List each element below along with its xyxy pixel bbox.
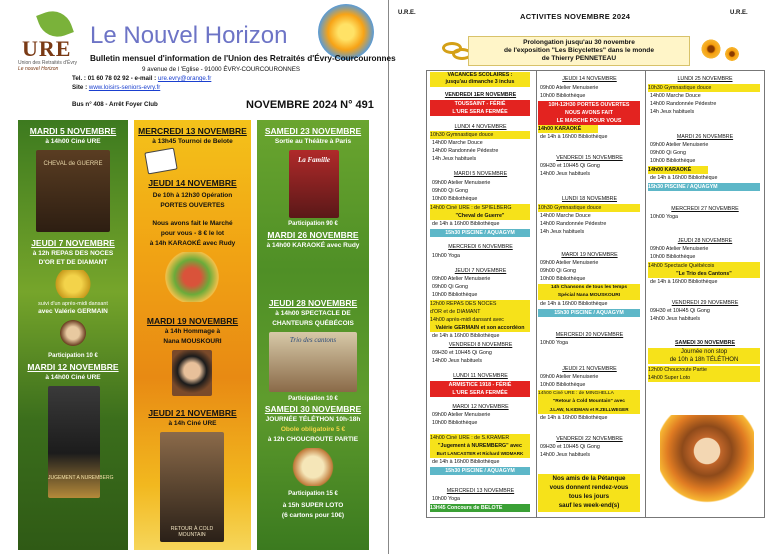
event-line: à 12h CHOUCROUTE PARTIE xyxy=(267,436,359,443)
site-label: Site : xyxy=(72,84,88,91)
day-heading: MARDI 12 NOVEMBRE xyxy=(452,404,509,410)
activity: 09h00 Qi Gong xyxy=(650,150,686,156)
event-line: avec Valérie GERMAIN xyxy=(38,308,108,315)
activity: 14h00 Randonnée Pédestre xyxy=(650,101,717,107)
day-heading: SAMEDI 30 NOVEMBRE xyxy=(674,340,736,346)
activity: 09h00 Qi Gong xyxy=(540,268,576,274)
exhibition-banner xyxy=(468,36,690,66)
event-line: Sortie au Théâtre à Paris xyxy=(274,138,352,145)
event-date: MERCREDI 13 NOVEMBRE xyxy=(138,126,247,136)
telethon-bar: de 10h à 18h TÉLÉTHON xyxy=(648,356,760,364)
activity: de 14h à 16h00 Bibliothèque xyxy=(540,134,608,140)
day-heading: JEUDI 28 NOVEMBRE xyxy=(677,238,733,244)
event-date: SAMEDI 23 NOVEMBRE xyxy=(264,126,362,136)
activity: de 14h à 16h00 Bibliothèque xyxy=(432,333,500,339)
newsletter-title: Le Nouvel Horizon xyxy=(90,22,288,49)
pool-bar: 15h30 PISCINE / AQUAGYM xyxy=(430,229,530,237)
email-link[interactable]: ure.evry@orange.fr xyxy=(157,75,212,82)
logo-subtitle xyxy=(18,60,78,72)
holiday-bar: TOUSSAINT - FÉRIÉ xyxy=(430,100,530,108)
promo-line: de Thierry PENNETEAU xyxy=(541,55,617,62)
autumn-child-illustration xyxy=(660,415,754,505)
event-date: JEUDI 28 NOVEMBRE xyxy=(268,298,358,308)
activity: 10h00 Yoga xyxy=(650,214,678,220)
event-line: pour vous - 8 € le lot xyxy=(160,230,225,237)
activity: 10h00 Yoga xyxy=(540,340,568,346)
film-title: "Cheval de Guerre" xyxy=(430,212,530,220)
poster-title: RETOUR À COLD MOUNTAIN xyxy=(170,526,214,538)
pool-bar: 15h30 PISCINE / AQUAGYM xyxy=(538,309,640,317)
sunflower-icon xyxy=(700,38,722,60)
event-line: D'OR ET DE DIAMANT xyxy=(38,259,108,266)
contact-line xyxy=(72,75,211,82)
activity: 10h30 Gymnastique douce xyxy=(430,131,530,139)
bus-info xyxy=(72,101,158,108)
event-date: JEUDI 14 NOVEMBRE xyxy=(148,178,237,188)
choucroute-plate-image xyxy=(283,448,343,486)
holiday-bar: ARMISTICE 1918 - FÉRIÉ xyxy=(430,381,530,389)
participation: Participation 10 € xyxy=(288,396,338,402)
activity: 14h00 Marche Douce xyxy=(650,93,701,99)
event-line: à 13h45 Tournoi de Belote xyxy=(152,138,233,145)
activities-title: ACTIVITES NOVEMBRE 2024 xyxy=(520,12,631,21)
ure-label-right: U.R.E. xyxy=(730,10,748,16)
edition-number: NOVEMBRE 2024 N° 491 xyxy=(246,99,374,111)
trio-des-cantons-photo xyxy=(269,332,357,392)
market-bar: LE MARCHE POUR VOUS xyxy=(538,117,640,125)
activity: 10h30 Gymnastique douce xyxy=(538,204,640,212)
event-line: à 14h Ciné URE xyxy=(168,420,217,427)
day-heading: VENDREDI 29 NOVEMBRE xyxy=(671,300,739,306)
cinema-activity: 14h00 Ciné URE : de MINGHELLA xyxy=(538,390,640,398)
activity: 14h00 Jeux habituels xyxy=(650,316,701,322)
activity: 09h00 Qi Gong xyxy=(432,188,468,194)
site-line xyxy=(72,84,160,91)
activity: 10h00 Bibliothèque xyxy=(540,382,586,388)
activity: 14h00 Marche Douce xyxy=(432,140,483,146)
events-column-3 xyxy=(257,120,369,550)
show-title: "Le Trio des Cantons" xyxy=(648,270,760,278)
activity: 14h00 Randonnée Pédestre xyxy=(540,221,607,227)
activity: 09h00 Qi Gong xyxy=(432,284,468,290)
activity: 14h00 Jeux habituels xyxy=(432,358,483,364)
ure-label-left: U.R.E. xyxy=(398,10,416,16)
participation: Participation 90 € xyxy=(288,221,338,227)
activity: 14h Jeux habituels xyxy=(650,109,695,115)
activity: 10h00 Bibliothèque xyxy=(650,158,696,164)
activity: 14h00 Jeux habituels xyxy=(540,171,591,177)
petanque-line: sauf les week-end(s) xyxy=(558,502,620,509)
activity: 09h00 Atelier Menuiserie xyxy=(432,412,491,418)
day-heading: LUNDI 25 NOVEMBRE xyxy=(677,76,733,82)
pool-bar: 15h30 PISCINE / AQUAGYM xyxy=(430,467,530,475)
activity: 10h00 Bibliothèque xyxy=(540,276,586,282)
activity: de 14h à 16h00 Bibliothèque xyxy=(432,459,500,465)
market-bar: NOUS AVONS FAIT xyxy=(538,109,640,117)
promo-line: de l'exposition "Les Bicyclettes" dans le monde xyxy=(504,47,654,54)
event-line: à 14h00 Ciné URE xyxy=(45,138,101,145)
activity: 14h Jeux habituels xyxy=(540,229,585,235)
email-label: - e-mail : xyxy=(130,75,157,82)
day-heading: LUNDI 4 NOVEMBRE xyxy=(454,124,507,130)
accordion-player-photo xyxy=(58,318,88,348)
event-date: JEUDI 7 NOVEMBRE xyxy=(31,238,115,248)
tel-label: Tel. : xyxy=(72,75,86,82)
event-line: à 12h REPAS DES NOCES xyxy=(32,250,114,257)
sun-icon xyxy=(318,4,374,60)
activity: 10h00 Bibliothèque xyxy=(540,93,586,99)
event-line: à 14h Hommage à xyxy=(164,328,221,335)
activity: 09h00 Atelier Menuiserie xyxy=(540,85,599,91)
karaoke-bar: 14h00 KARAOKÉ xyxy=(648,166,708,174)
activity: de 14h à 16h00 Bibliothèque xyxy=(540,301,608,307)
poster-retour-a-cold-mountain xyxy=(160,432,224,542)
event-line: à 14h00 SPECTACLE DE xyxy=(275,310,351,317)
day-heading: VENDREDI 22 NOVEMBRE xyxy=(556,436,623,442)
day-heading: VENDREDI 1ER NOVEMBRE xyxy=(444,92,517,98)
nana-mouskouri-photo xyxy=(172,350,212,396)
bulletin-subtitle: Bulletin mensuel d'information de l'Union des Retraités d'Évry-Courcouronnes xyxy=(90,54,396,63)
closed-bar: L'URE SERA FERMÉE xyxy=(430,108,530,116)
petanque-line: tous les jours xyxy=(568,493,610,500)
activity: 14h00 après-midi dansant avec xyxy=(430,316,530,324)
activity: 09h00 Atelier Menuiserie xyxy=(650,246,709,252)
day-heading: MARDI 26 NOVEMBRE xyxy=(676,134,734,140)
activity: 10h00 Bibliothèque xyxy=(650,254,696,260)
activity: 10h00 Yoga xyxy=(432,496,460,502)
event-line: CHANTEURS QUÉBÉCOIS xyxy=(272,320,354,327)
pool-bar: 15h30 PISCINE / AQUAGYM xyxy=(648,183,760,191)
day-heading: MERCREDI 20 NOVEMBRE xyxy=(555,332,624,338)
film-cast: J.LAW, N.KIDMAN et R.ZELLWEGER xyxy=(538,406,640,414)
open-house-bar: 10H-12H30 PORTES OUVERTES xyxy=(538,101,640,109)
participation: Participation 15 € xyxy=(288,491,338,497)
activity: de 14h à 16h00 Bibliothèque xyxy=(650,175,718,181)
petanque-box xyxy=(538,474,640,512)
event-date: JEUDI 21 NOVEMBRE xyxy=(148,408,237,418)
activity: 09H30 et 10H45 Qi Gong xyxy=(432,350,492,356)
logo-sub-line-2: Le nouvel Horizon xyxy=(18,66,59,72)
page-divider xyxy=(388,0,389,554)
activity: 14h00 Jeux habituels xyxy=(540,452,591,458)
activity: de 14h à 16h00 Bibliothèque xyxy=(432,221,500,227)
event-date: SAMEDI 30 NOVEMBRE xyxy=(264,404,362,414)
closed-bar: L'URE SERA FERMÉE xyxy=(430,389,530,397)
event-line: (6 cartons pour 10€) xyxy=(281,512,345,519)
tel-number: 01 60 78 02 92 xyxy=(87,75,130,82)
participation: Participation 10 € xyxy=(48,353,98,359)
address: 9 avenue de l 'Eglise - 91000 ÉVRY-COURCOURONNES xyxy=(142,66,301,73)
ure-logo: URE xyxy=(22,36,72,61)
bus-text: Bus n° 408 - Arrêt Foyer Club xyxy=(72,101,158,108)
market-produce-image xyxy=(156,252,228,302)
poster-jugement-a-nuremberg xyxy=(48,386,114,498)
activity: d'OR et de DIAMANT xyxy=(430,308,530,316)
activity: 09h00 Atelier Menuiserie xyxy=(540,260,599,266)
activity: 09H30 et 10H45 Qi Gong xyxy=(540,444,600,450)
activity: Valérie GERMAIN et son accordéon xyxy=(430,324,530,332)
poster-la-famille xyxy=(289,150,339,218)
activity: 14h00 Super Loto xyxy=(648,374,760,382)
show-activity: 14h00 Spectacle Québécois xyxy=(648,262,760,270)
event-date: MARDI 12 NOVEMBRE xyxy=(27,362,119,372)
activity: 12h00 Choucroute Partie xyxy=(648,366,760,374)
event-line: Nous avons fait le Marché xyxy=(152,220,233,227)
cinema-activity: 14h00 Ciné URE : de SPIELBERG xyxy=(430,204,530,212)
activity: 09H30 et 10H45 Qi Gong xyxy=(650,308,710,314)
wedding-rings-icon xyxy=(48,270,98,298)
day-heading: MERCREDI 27 NOVEMBRE xyxy=(671,206,739,212)
event-line: PORTES OUVERTES xyxy=(160,202,225,209)
poster-title: CHEVAL de GUERRE xyxy=(43,161,103,167)
event-date: MARDI 19 NOVEMBRE xyxy=(146,316,239,326)
belote-bar: 13H45 Concours de BELOTE xyxy=(430,504,530,512)
day-heading: MERCREDI 13 NOVEMBRE xyxy=(446,488,515,494)
songs-bar: Spécial Nana MOUSKOURI xyxy=(538,292,640,300)
event-line: à 14h KARAOKÉ avec Rudy xyxy=(149,240,236,247)
activity: 09h00 Atelier Menuiserie xyxy=(432,276,491,282)
petanque-line: vous donnent rendez-vous xyxy=(549,484,629,491)
poster-title: La Famille xyxy=(297,156,331,164)
event-line: à 14h00 Ciné URE xyxy=(45,374,101,381)
telethon-bar: Journée non stop xyxy=(648,348,760,356)
day-heading: LUNDI 18 NOVEMBRE xyxy=(561,196,618,202)
playing-cards-icon xyxy=(144,148,177,175)
event-line: De 10h à 12h30 Opération xyxy=(152,192,233,199)
activity: 09h00 Atelier Menuiserie xyxy=(650,142,709,148)
activity: de 14h à 16h00 Bibliothèque xyxy=(540,415,608,421)
event-date: MARDI 5 NOVEMBRE xyxy=(29,126,117,136)
events-column-1 xyxy=(18,120,128,550)
holiday-line: jusqu'au dimanche 3 inclus xyxy=(445,79,515,85)
event-line: Obole obligatoire 5 € xyxy=(280,426,346,433)
holiday-line: VACANCES SCOLAIRES : xyxy=(447,72,513,78)
activity: 09h00 Atelier Menuiserie xyxy=(432,180,491,186)
logo-sub-line-1: Union des Retraités d'Évry xyxy=(18,60,78,66)
day-heading: MARDI 19 NOVEMBRE xyxy=(561,252,618,258)
activity: 12h00 REPAS DES NOCES xyxy=(430,300,530,308)
event-line: à 14h00 KARAOKÉ avec Rudy xyxy=(266,242,360,249)
day-heading: MARDI 5 NOVEMBRE xyxy=(453,171,508,177)
film-title: "Retour à Cold Mountain" avec xyxy=(538,398,640,406)
activity: 10h30 Gymnastique douce xyxy=(648,84,760,92)
activity: de 14h à 16h00 Bibliothèque xyxy=(650,279,718,285)
event-line: Nana MOUSKOURI xyxy=(163,338,222,345)
film-cast: Burt LANCASTER et Richard WIDMARK xyxy=(430,450,530,458)
karaoke-bar: 14h00 KARAOKÉ xyxy=(538,125,598,133)
activity: 14h00 Marche Douce xyxy=(540,213,591,219)
day-heading: LUNDI 11 NOVEMBRE xyxy=(453,373,508,379)
day-heading: VENDREDI 15 NOVEMBRE xyxy=(556,155,623,161)
day-heading: JEUDI 7 NOVEMBRE xyxy=(454,268,507,274)
activity: 14h Jeux habituels xyxy=(432,156,477,162)
day-heading: MERCREDI 6 NOVEMBRE xyxy=(448,244,513,250)
film-title: "Jugement à NUREMBERG" avec xyxy=(430,442,530,450)
day-heading: VENDREDI 8 NOVEMBRE xyxy=(448,342,513,348)
promo-line: Prolongation jusqu'au 30 novembre xyxy=(523,39,635,46)
activity: 09H30 et 10H45 Qi Gong xyxy=(540,163,600,169)
school-holidays-box xyxy=(430,72,530,87)
cinema-activity: 14h00 Ciné URE : de S.KRAMER xyxy=(430,434,530,442)
activity: 10h00 Bibliothèque xyxy=(432,196,478,202)
site-link[interactable]: www.loisirs-seniors-evry.fr xyxy=(88,84,161,91)
events-column-2 xyxy=(134,120,251,550)
day-heading: JEUDI 21 NOVEMBRE xyxy=(562,366,617,372)
poster-cheval-de-guerre xyxy=(36,150,110,232)
event-date: MARDI 26 NOVEMBRE xyxy=(267,230,359,240)
event-line: à 15h SUPER LOTO xyxy=(282,502,344,509)
poster-title: JUGEMENT A NUREMBERG xyxy=(48,475,114,481)
activity: 14h00 Randonnée Pédestre xyxy=(432,148,499,154)
sunflower-icon xyxy=(724,46,740,62)
poster-title: Trio des cantons xyxy=(289,336,337,344)
day-heading: JEUDI 14 NOVEMBRE xyxy=(562,76,617,82)
songs-bar: 14h Chansons de tous les temps xyxy=(538,284,640,292)
activity: 10h00 Bibliothèque xyxy=(432,292,478,298)
event-line: suivi d'un après-midi dansant xyxy=(38,301,108,307)
activity: 10h00 Yoga xyxy=(432,253,460,259)
event-line: JOURNÉE TÉLÉTHON 10h-18h xyxy=(265,416,361,423)
activity: 09h00 Atelier Menuiserie xyxy=(540,374,599,380)
activity: 10h00 Bibliothèque xyxy=(432,420,478,426)
petanque-line: Nos amis de la Pétanque xyxy=(552,475,626,482)
grid-divider xyxy=(536,71,537,517)
